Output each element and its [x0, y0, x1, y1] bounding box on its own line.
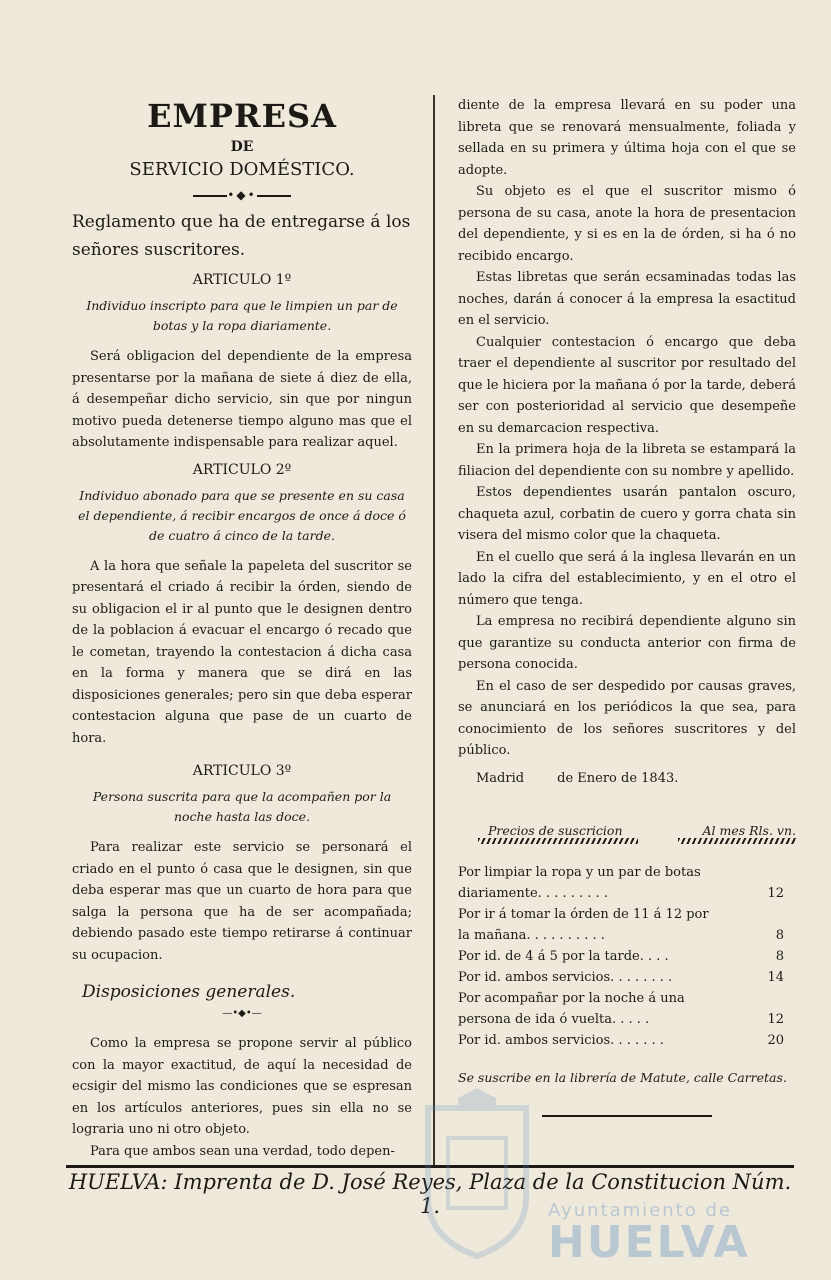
article-1-body: Será obligacion del dependiente de la empresa presentarse por la mañana de siete á diez de ella, á desempeñar dicho servicio, sin que por ningun motivo pueda detenerse tiempo alguno mas que el absolutamente indispensable para realizar aquel. — [72, 349, 412, 450]
right-paragraph: Su objeto es el que el suscritor mismo ó persona de su casa, anote la hora de presentacion del dependiente, y si es en la de órden, si ha ó no recibido encargo. — [458, 184, 796, 264]
title-de: DE — [230, 139, 254, 155]
disposiciones-paragraph-2: Para que ambos sean una verdad, todo depen- — [90, 1143, 395, 1159]
watermark-line-1: Ayuntamiento de — [548, 1200, 732, 1221]
right-paragraph: En el caso de ser despedido por causas graves, se anunciará en los periódicos la que sea, para conocimiento de los señores suscritores y del público. — [458, 678, 796, 758]
price-amount: 20 — [767, 1033, 784, 1048]
ornament-divider: •◆• — [72, 188, 412, 202]
article-1-subject: Individuo inscripto para que le limpien un par de botas y la ropa diariamente. — [86, 298, 398, 333]
prices-header — [458, 823, 796, 838]
reglamento-heading: Reglamento que ha de entregarse á los señores suscritores. — [72, 212, 411, 260]
price-row — [458, 1030, 796, 1051]
article-3-heading: ARTICULO 3º — [192, 763, 292, 779]
article-2-subject: Individuo abonado para que se presente en su casa el dependiente, á recibir encargos de once á doce ó de cuatro á cinco de la tarde. — [78, 487, 406, 543]
price-description: Por id. de 4 á 5 por la tarde. . . . — [458, 949, 669, 964]
right-paragraph: diente de la empresa llevará en su poder una libreta que se renovará mensualmente, foliada y sellada en su primera y última hoja con el que se adopte. — [458, 98, 796, 178]
right-paragraph: En el cuello que será á la inglesa llevarán en un lado la cifra del establecimiento, y en el otro el número que tenga. — [458, 549, 796, 608]
left-column — [72, 95, 412, 1162]
price-amount: 14 — [767, 970, 784, 985]
price-amount: 12 — [767, 1012, 784, 1027]
subscription-note: Se suscribe en la librería de Matute, calle Carretas. — [458, 1070, 787, 1085]
closing-rule — [542, 1115, 712, 1117]
price-description: Por limpiar la ropa y un par de botas diariamente. . . . . . . . . — [458, 865, 701, 901]
price-row — [458, 988, 796, 1030]
right-paragraph: Cualquier contestacion ó encargo que deba traer el dependiente al suscritor por resultado del que le hiciera por la mañana ó por la tarde, deberá ser con posterioridad al servicio que desempeñe en su demarcacion respectiva. — [458, 334, 796, 436]
article-2-heading: ARTICULO 2º — [192, 461, 292, 478]
article-3-subject: Persona suscrita para que la acompañen por la noche hasta las doce. — [92, 789, 392, 824]
prices-hatch-divider — [458, 838, 796, 844]
price-row — [458, 904, 796, 946]
small-ornament: —•◆•— — [222, 1008, 262, 1019]
price-row — [458, 946, 796, 967]
price-row — [458, 862, 796, 904]
document-title: EMPRESA — [147, 97, 337, 135]
right-paragraph: Estos dependientes usarán pantalon oscuro, chaqueta azul, corbatin de cuero y gorra chata sin visera del mismo color que la chaqueta. — [458, 485, 796, 543]
right-paragraph: Estas libretas que serán ecsaminadas todas las noches, darán á conocer á la empresa la esactitud en el servicio. — [458, 270, 796, 328]
prices-header-right: Al mes Rls. vn. — [702, 823, 796, 838]
prices-header-left: Precios de suscricion — [488, 823, 623, 838]
disposiciones-heading: Disposiciones generales. — [82, 982, 296, 1002]
article-1-heading: ARTICULO 1º — [192, 272, 292, 288]
price-description: Por id. ambos servicios. . . . . . . — [458, 1033, 664, 1048]
watermark-line-2: HUELVA — [548, 1217, 750, 1268]
column-divider — [433, 95, 435, 1165]
right-paragraph: En la primera hoja de la libreta se estampará la filiacion del dependiente con su nombre y apellido. — [458, 442, 796, 479]
price-amount: 8 — [775, 928, 784, 943]
right-paragraph: La empresa no recibirá dependiente alguno sin que garantize su conducta anterior con firma de persona conocida. — [458, 614, 796, 672]
place-date: Madrid de Enero de 1843. — [476, 770, 679, 786]
coat-of-arms-icon — [418, 1088, 536, 1260]
watermark-text — [548, 1200, 750, 1268]
price-amount: 8 — [775, 949, 784, 964]
price-description: Por ir á tomar la órden de 11 á 12 por la mañana. . . . . . . . . . — [458, 907, 709, 943]
price-description: Por acompañar por la noche á una persona de ida ó vuelta. . . . . — [458, 991, 685, 1027]
article-2-body: A la hora que señale la papeleta del suscritor se presentará el criado á recibir la órden, siendo de su obligacion el ir al punto que le designen dentro de la poblacion á evacuar el encargo ó recado que le cometan, trayendo la contestacion á dicha casa en la forma y manera que se dirá en las disposiciones generales; pero sin que deba esperar contestacion alguna que pase de un cuarto de hora. — [72, 558, 412, 746]
price-description: Por id. ambos servicios. . . . . . . . — [458, 970, 673, 985]
price-amount: 12 — [767, 886, 784, 901]
disposiciones-paragraph-1: Como la empresa se propone servir al público con la mayor exactitud, de aquí la necesidad de ecsigir del mismo las condiciones que se espresan en los artículos anteriores, pues sin ella no se lograria uno ni otro objeto. — [72, 1036, 412, 1137]
printer-imprint: HUELVA: Imprenta de D. José Reyes, Plaza de la Constitucion Núm. 1. — [68, 1170, 792, 1218]
price-row — [458, 967, 796, 988]
right-column — [458, 95, 796, 1117]
article-3-body: Para realizar este servicio se personará el criado en el punto ó casa que le designen, sin que deba esperar mas que un cuarto de hora para que salga la persona que ha de ser acompañada; debiendo pasado este tiempo retirarse á continuar su ocupacion. — [72, 840, 412, 963]
document-subtitle: SERVICIO DOMÉSTICO. — [129, 159, 355, 180]
